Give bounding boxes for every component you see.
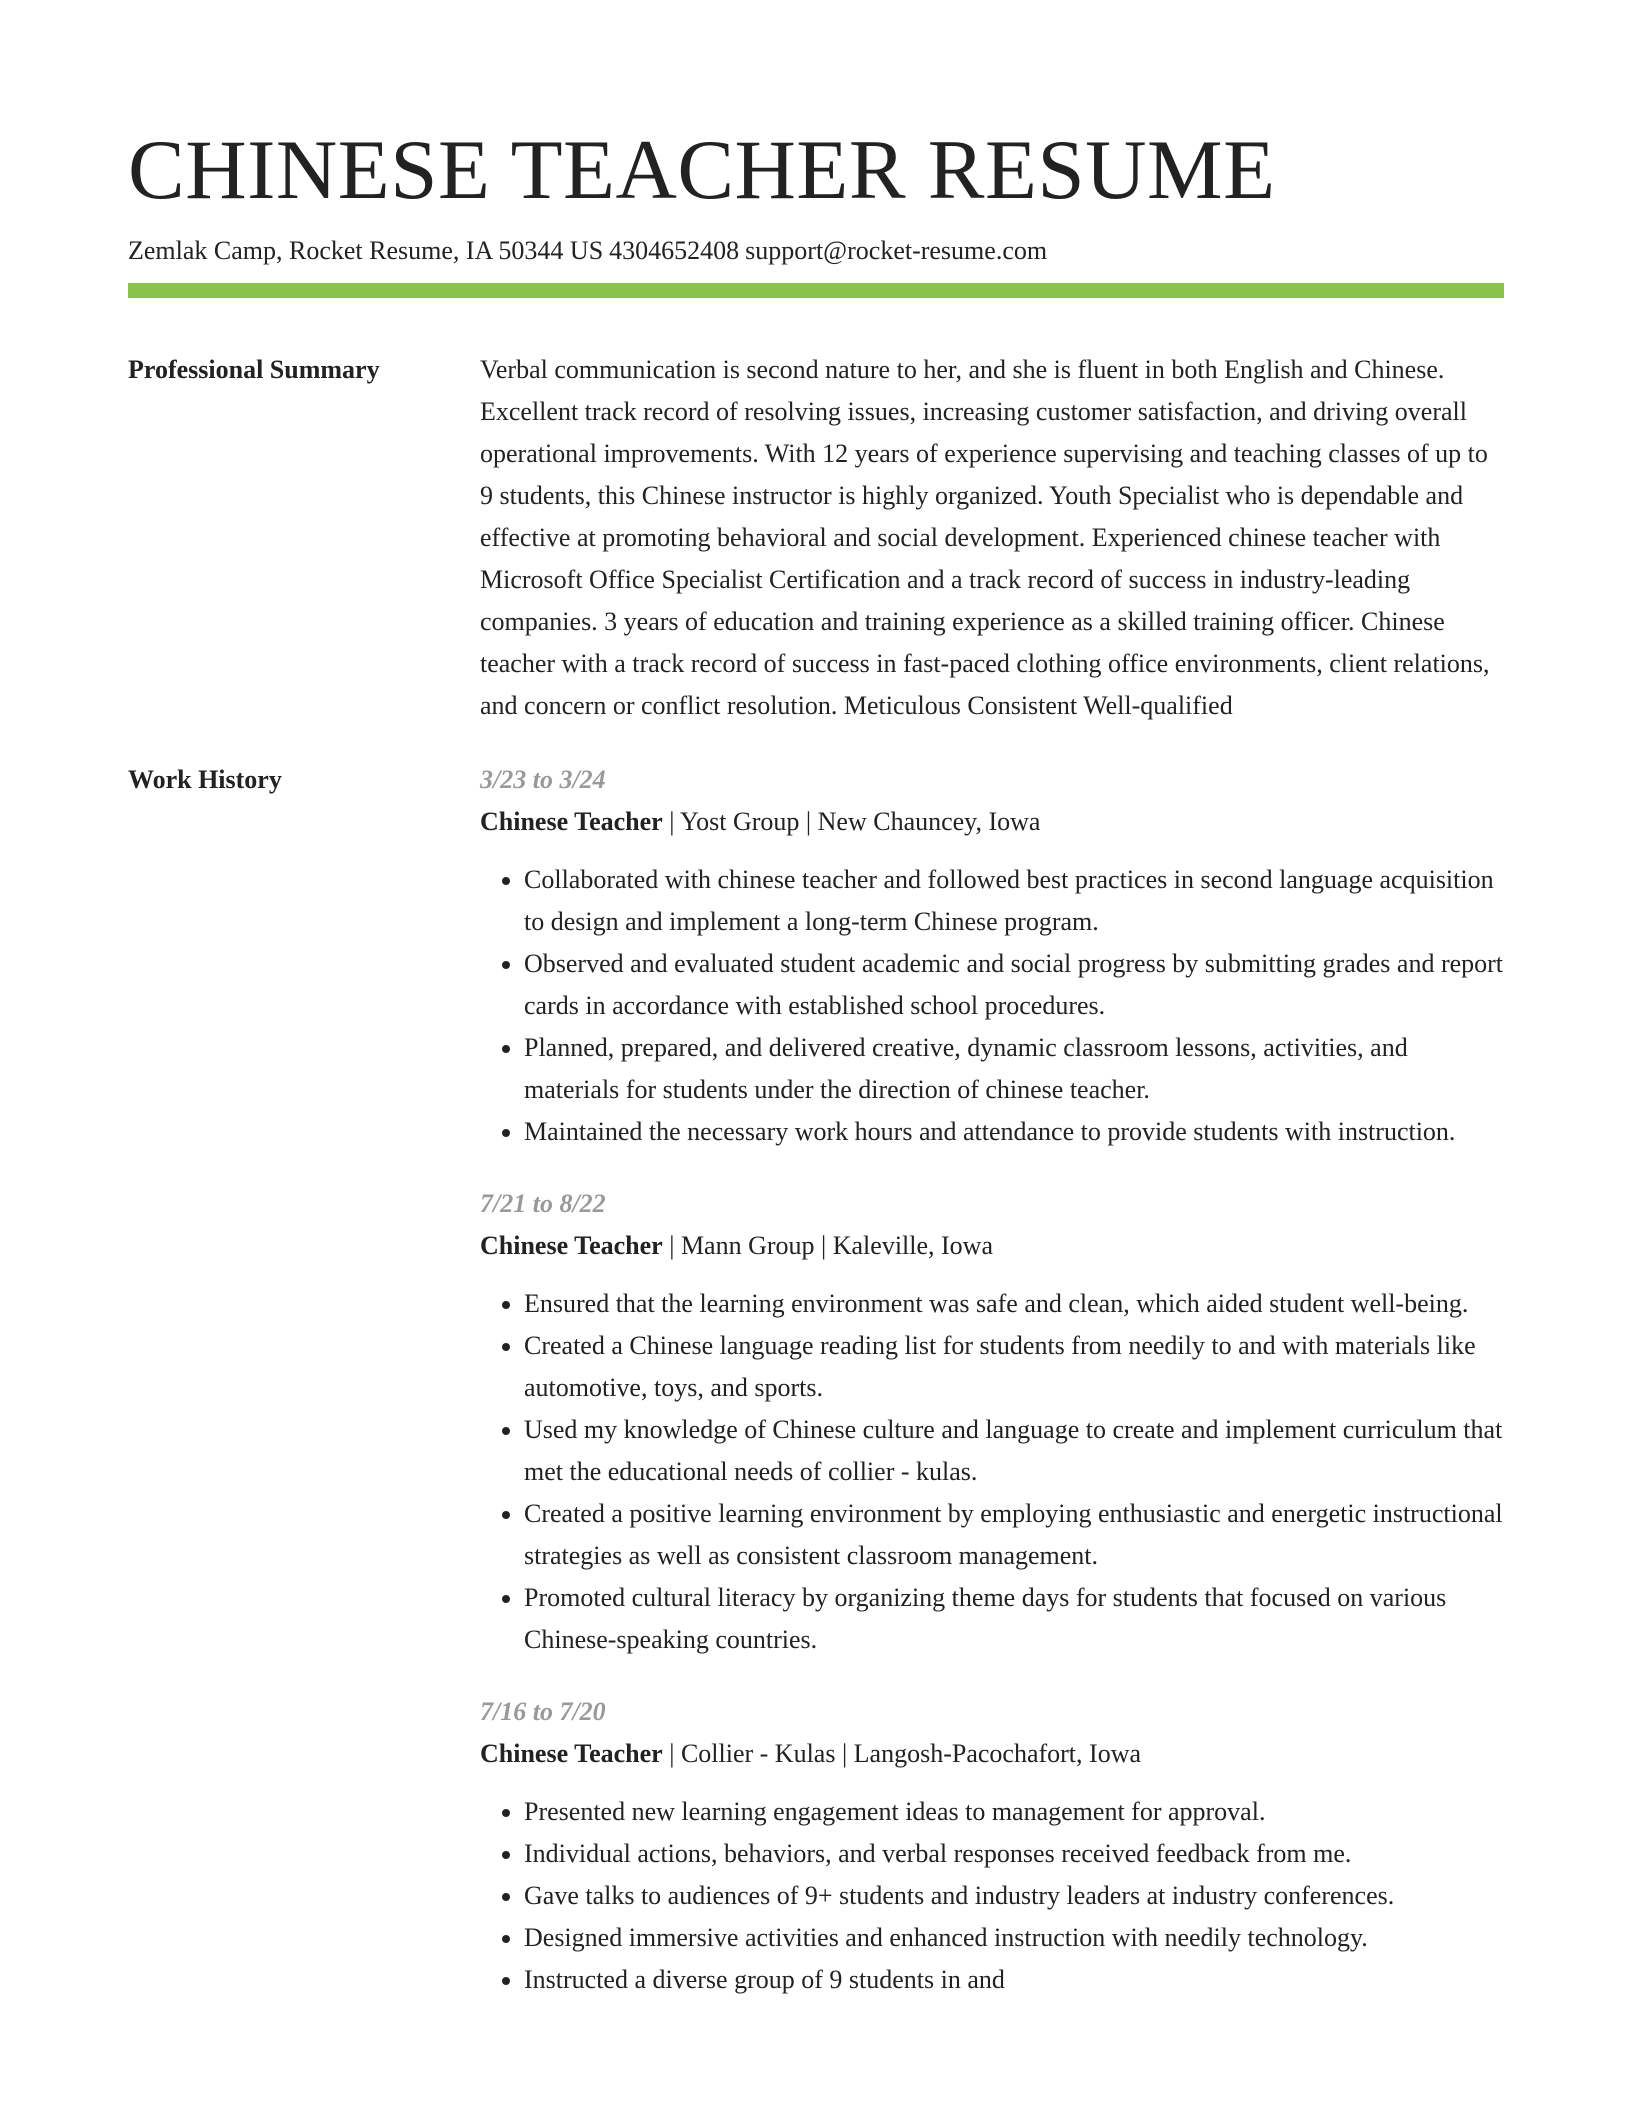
job-details: | Yost Group | New Chauncey, Iowa [662, 807, 1041, 836]
summary-body [480, 349, 1504, 727]
section-label-work-history: Work History [128, 765, 282, 794]
job-bullet: • Used my knowledge of Chinese culture and language to create and implement curriculum that met the educational needs of collier - kulas. [524, 1409, 1504, 1493]
job-bullet: • Designed immersive activities and enhanced instruction with needily technology. [524, 1917, 1504, 1959]
job-bullet: • Maintained the necessary work hours and attendance to provide students with instruction. [524, 1111, 1504, 1153]
job-entry [480, 759, 1504, 1153]
summary-text: Verbal communication is second nature to her, and she is fluent in both English and Chinese. Excellent track record of resolving issues, increasing customer satisfaction, and driving overall operational improvements. With 12 years of experience supervising and teaching classes of up to 9 students, this Chinese instructor is highly organized. Youth Specialist who is dependable and effective at promoting behavioral and social development. Experienced chinese teacher with Microsoft Office Specialist Certification and a track record of success in industry-leading companies. 3 years of education and training experience as a skilled training officer. Chinese teacher with a track record of success in fast-paced clothing office environments, client relations, and concern or conflict resolution. Meticulous Consistent Well-qualified [480, 355, 1490, 720]
job-bullet: • Created a positive learning environment by employing enthusiastic and energetic instructional strategies as well as consistent classroom management. [524, 1493, 1504, 1577]
resume-page [128, 0, 1504, 2031]
job-bullet: • Promoted cultural literacy by organizing theme days for students that focused on various Chinese-speaking countries. [524, 1577, 1504, 1661]
job-bullet: • Planned, prepared, and delivered creative, dynamic classroom lessons, activities, and materials for students under the direction of chinese teacher. [524, 1027, 1504, 1111]
contact-address: Zemlak Camp, Rocket Resume, IA 50344 US [128, 236, 604, 265]
job-details: | Mann Group | Kaleville, Iowa [662, 1231, 994, 1260]
job-bullet-list [480, 859, 1504, 1153]
job-bullet: • Instructed a diverse group of 9 students in and [524, 1959, 1504, 2001]
header-divider [128, 283, 1504, 298]
work-history-body [480, 759, 1504, 2031]
professional-summary-section [128, 349, 1504, 727]
resume-title: CHINESE TEACHER RESUME [128, 123, 1276, 217]
job-heading [480, 1225, 1504, 1267]
job-role: Chinese Teacher [480, 807, 663, 836]
job-bullet: • Individual actions, behaviors, and verbal responses received feedback from me. [524, 1833, 1504, 1875]
work-history-section [128, 759, 1504, 2031]
job-details: | Collier - Kulas | Langosh-Pacochafort, Iowa [662, 1739, 1142, 1768]
job-dates: 7/16 to 7/20 [480, 1697, 606, 1726]
contact-email: support@rocket-resume.com [745, 236, 1048, 265]
job-bullet: • Collaborated with chinese teacher and followed best practices in second language acquisition to design and implement a long-term Chinese program. [524, 859, 1504, 943]
section-label-summary: Professional Summary [128, 355, 380, 384]
job-bullet: • Created a Chinese language reading list for students from needily to and with materials like automotive, toys, and sports. [524, 1325, 1504, 1409]
contact-line [128, 234, 1504, 268]
job-heading [480, 1733, 1504, 1775]
job-bullet-list [480, 1791, 1504, 2001]
job-bullet: • Observed and evaluated student academic and social progress by submitting grades and report cards in accordance with established school procedures. [524, 943, 1504, 1027]
job-role: Chinese Teacher [480, 1231, 663, 1260]
job-bullet: • Presented new learning engagement ideas to management for approval. [524, 1791, 1504, 1833]
job-entry [480, 1183, 1504, 1661]
job-entry [480, 1691, 1504, 2001]
contact-phone: 4304652408 [609, 236, 740, 265]
job-role: Chinese Teacher [480, 1739, 663, 1768]
job-bullet-list [480, 1283, 1504, 1661]
job-bullet: • Gave talks to audiences of 9+ students and industry leaders at industry conferences. [524, 1875, 1504, 1917]
job-bullet: • Ensured that the learning environment was safe and clean, which aided student well-being. [524, 1283, 1504, 1325]
job-heading [480, 801, 1504, 843]
job-dates: 7/21 to 8/22 [480, 1189, 606, 1218]
job-dates: 3/23 to 3/24 [480, 765, 606, 794]
